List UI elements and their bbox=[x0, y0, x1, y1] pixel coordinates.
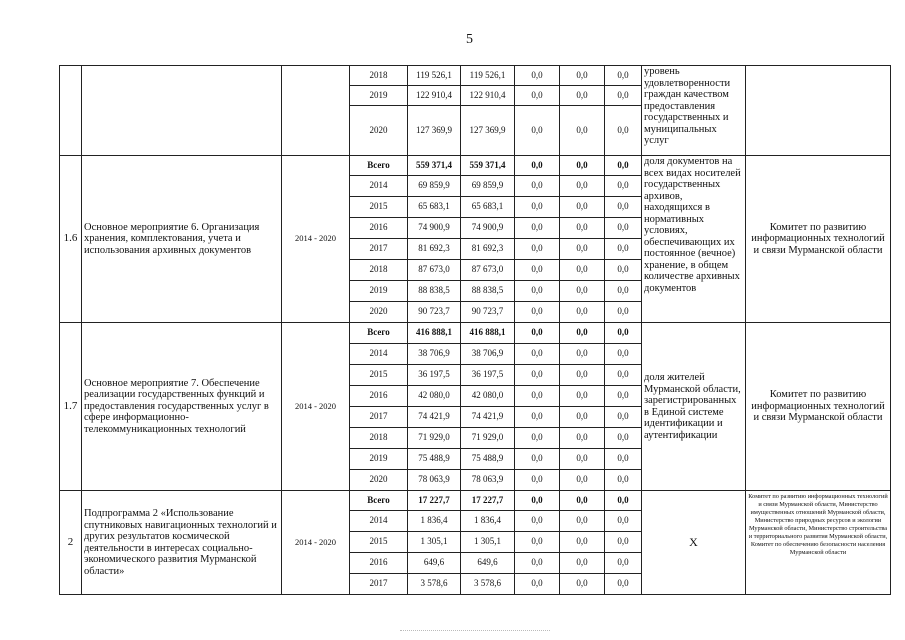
federal-budget-cell: 0,0 bbox=[515, 407, 560, 428]
measure-name: Основное мероприятие 7. Обеспечение реализации государственных функций и предоставления государственных услуг в сфере информационно-телекоммуникационных технологий bbox=[82, 323, 282, 491]
year-cell: 2016 bbox=[350, 218, 408, 239]
executor bbox=[746, 66, 891, 156]
other-sources-cell: 0,0 bbox=[605, 156, 642, 176]
federal-budget-cell: 0,0 bbox=[515, 553, 560, 574]
federal-budget-cell: 0,0 bbox=[515, 281, 560, 302]
indicator: доля документов на всех видах носителей государственных архивов, находящихся в нормативных условиях, обеспечивающих их постоянное (вечное) хранение, в общем количестве архивных документов bbox=[642, 156, 746, 323]
total-cell: 71 929,0 bbox=[408, 428, 461, 449]
total-cell: 38 706,9 bbox=[408, 344, 461, 365]
other-sources-cell: 0,0 bbox=[605, 86, 642, 106]
total-cell: 88 838,5 bbox=[408, 281, 461, 302]
local-budget-cell: 0,0 bbox=[560, 344, 605, 365]
regional-budget-cell: 74 900,9 bbox=[461, 218, 515, 239]
measure-name bbox=[82, 66, 282, 156]
other-sources-cell: 0,0 bbox=[605, 323, 642, 344]
local-budget-cell: 0,0 bbox=[560, 156, 605, 176]
total-cell: 127 369,9 bbox=[408, 106, 461, 156]
year-cell: 2020 bbox=[350, 106, 408, 156]
table-row bbox=[60, 156, 891, 176]
local-budget-cell: 0,0 bbox=[560, 532, 605, 553]
other-sources-cell: 0,0 bbox=[605, 66, 642, 86]
total-cell: 69 859,9 bbox=[408, 176, 461, 197]
local-budget-cell: 0,0 bbox=[560, 323, 605, 344]
other-sources-cell: 0,0 bbox=[605, 449, 642, 470]
total-cell: 90 723,7 bbox=[408, 302, 461, 323]
year-cell: 2017 bbox=[350, 239, 408, 260]
table-row bbox=[60, 491, 891, 511]
year-cell: 2018 bbox=[350, 66, 408, 86]
federal-budget-cell: 0,0 bbox=[515, 449, 560, 470]
regional-budget-cell: 74 421,9 bbox=[461, 407, 515, 428]
total-cell: 122 910,4 bbox=[408, 86, 461, 106]
regional-budget-cell: 88 838,5 bbox=[461, 281, 515, 302]
federal-budget-cell: 0,0 bbox=[515, 239, 560, 260]
year-cell: 2020 bbox=[350, 470, 408, 491]
federal-budget-cell: 0,0 bbox=[515, 197, 560, 218]
year-cell: 2014 bbox=[350, 176, 408, 197]
local-budget-cell: 0,0 bbox=[560, 365, 605, 386]
local-budget-cell: 0,0 bbox=[560, 66, 605, 86]
year-cell: 2020 bbox=[350, 302, 408, 323]
year-cell: 2015 bbox=[350, 197, 408, 218]
other-sources-cell: 0,0 bbox=[605, 386, 642, 407]
total-cell: 416 888,1 bbox=[408, 323, 461, 344]
federal-budget-cell: 0,0 bbox=[515, 156, 560, 176]
other-sources-cell: 0,0 bbox=[605, 365, 642, 386]
regional-budget-cell: 81 692,3 bbox=[461, 239, 515, 260]
executor: Комитет по развитию информационных технологий и связи Мурманской области bbox=[746, 156, 891, 323]
local-budget-cell: 0,0 bbox=[560, 449, 605, 470]
regional-budget-cell: 42 080,0 bbox=[461, 386, 515, 407]
other-sources-cell: 0,0 bbox=[605, 260, 642, 281]
local-budget-cell: 0,0 bbox=[560, 407, 605, 428]
total-cell: 74 421,9 bbox=[408, 407, 461, 428]
other-sources-cell: 0,0 bbox=[605, 428, 642, 449]
local-budget-cell: 0,0 bbox=[560, 386, 605, 407]
executor: Комитет по развитию информационных технологий и связи Мурманской области, Министерство имущественных отношений Мурманской области, Министерство природных ресурсов и экологии Мурманской области, Министерство строительства и территориального развития Мурманской области, Комитет по обеспечению безопасности населения Мурманской области bbox=[746, 491, 891, 595]
other-sources-cell: 0,0 bbox=[605, 553, 642, 574]
local-budget-cell: 0,0 bbox=[560, 86, 605, 106]
other-sources-cell: 0,0 bbox=[605, 574, 642, 595]
other-sources-cell: 0,0 bbox=[605, 491, 642, 511]
regional-budget-cell: 3 578,6 bbox=[461, 574, 515, 595]
regional-budget-cell: 1 305,1 bbox=[461, 532, 515, 553]
other-sources-cell: 0,0 bbox=[605, 302, 642, 323]
federal-budget-cell: 0,0 bbox=[515, 365, 560, 386]
regional-budget-cell: 65 683,1 bbox=[461, 197, 515, 218]
other-sources-cell: 0,0 bbox=[605, 511, 642, 532]
local-budget-cell: 0,0 bbox=[560, 218, 605, 239]
year-cell: 2018 bbox=[350, 260, 408, 281]
period: 2014 - 2020 bbox=[282, 491, 350, 595]
federal-budget-cell: 0,0 bbox=[515, 66, 560, 86]
federal-budget-cell: 0,0 bbox=[515, 106, 560, 156]
year-cell: 2016 bbox=[350, 386, 408, 407]
page-number: 5 bbox=[466, 32, 473, 47]
other-sources-cell: 0,0 bbox=[605, 281, 642, 302]
row-index bbox=[60, 66, 82, 156]
total-cell: 3 578,6 bbox=[408, 574, 461, 595]
local-budget-cell: 0,0 bbox=[560, 106, 605, 156]
federal-budget-cell: 0,0 bbox=[515, 86, 560, 106]
year-cell: 2017 bbox=[350, 574, 408, 595]
other-sources-cell: 0,0 bbox=[605, 106, 642, 156]
total-cell: 42 080,0 bbox=[408, 386, 461, 407]
year-cell: 2018 bbox=[350, 428, 408, 449]
total-cell: 36 197,5 bbox=[408, 365, 461, 386]
regional-budget-cell: 122 910,4 bbox=[461, 86, 515, 106]
federal-budget-cell: 0,0 bbox=[515, 323, 560, 344]
local-budget-cell: 0,0 bbox=[560, 491, 605, 511]
regional-budget-cell: 1 836,4 bbox=[461, 511, 515, 532]
year-cell: 2014 bbox=[350, 344, 408, 365]
year-cell: 2019 bbox=[350, 449, 408, 470]
other-sources-cell: 0,0 bbox=[605, 407, 642, 428]
indicator: доля жителей Мурманской области, зарегистрированных в Единой системе идентификации и аутентификации bbox=[642, 323, 746, 491]
year-cell: 2016 bbox=[350, 553, 408, 574]
local-budget-cell: 0,0 bbox=[560, 260, 605, 281]
local-budget-cell: 0,0 bbox=[560, 511, 605, 532]
local-budget-cell: 0,0 bbox=[560, 574, 605, 595]
federal-budget-cell: 0,0 bbox=[515, 260, 560, 281]
year-cell: 2014 bbox=[350, 511, 408, 532]
year-cell: 2017 bbox=[350, 407, 408, 428]
total-cell: 1 305,1 bbox=[408, 532, 461, 553]
period: 2014 - 2020 bbox=[282, 323, 350, 491]
local-budget-cell: 0,0 bbox=[560, 239, 605, 260]
federal-budget-cell: 0,0 bbox=[515, 176, 560, 197]
federal-budget-cell: 0,0 bbox=[515, 344, 560, 365]
total-cell: 17 227,7 bbox=[408, 491, 461, 511]
table-row bbox=[60, 66, 891, 86]
regional-budget-cell: 17 227,7 bbox=[461, 491, 515, 511]
row-index: 1.7 bbox=[60, 323, 82, 491]
total-cell: 1 836,4 bbox=[408, 511, 461, 532]
measure-name: Основное мероприятие 6. Организация хранения, комплектования, учета и использования архивных документов bbox=[82, 156, 282, 323]
regional-budget-cell: 38 706,9 bbox=[461, 344, 515, 365]
federal-budget-cell: 0,0 bbox=[515, 574, 560, 595]
executor: Комитет по развитию информационных технологий и связи Мурманской области bbox=[746, 323, 891, 491]
federal-budget-cell: 0,0 bbox=[515, 218, 560, 239]
regional-budget-cell: 69 859,9 bbox=[461, 176, 515, 197]
scan-artifact bbox=[400, 630, 550, 635]
regional-budget-cell: 649,6 bbox=[461, 553, 515, 574]
other-sources-cell: 0,0 bbox=[605, 218, 642, 239]
other-sources-cell: 0,0 bbox=[605, 239, 642, 260]
total-cell: 74 900,9 bbox=[408, 218, 461, 239]
total-cell: 119 526,1 bbox=[408, 66, 461, 86]
regional-budget-cell: 36 197,5 bbox=[461, 365, 515, 386]
federal-budget-cell: 0,0 bbox=[515, 470, 560, 491]
other-sources-cell: 0,0 bbox=[605, 344, 642, 365]
local-budget-cell: 0,0 bbox=[560, 553, 605, 574]
period: 2014 - 2020 bbox=[282, 156, 350, 323]
total-cell: 75 488,9 bbox=[408, 449, 461, 470]
year-cell: 2015 bbox=[350, 365, 408, 386]
indicator: уровень удовлетворенности граждан качеством предоставления государственных и муниципальных услуг bbox=[642, 66, 746, 156]
year-cell: Всего bbox=[350, 491, 408, 511]
year-cell: 2019 bbox=[350, 281, 408, 302]
other-sources-cell: 0,0 bbox=[605, 470, 642, 491]
regional-budget-cell: 127 369,9 bbox=[461, 106, 515, 156]
table-body bbox=[60, 66, 891, 595]
total-cell: 78 063,9 bbox=[408, 470, 461, 491]
local-budget-cell: 0,0 bbox=[560, 302, 605, 323]
federal-budget-cell: 0,0 bbox=[515, 491, 560, 511]
total-cell: 87 673,0 bbox=[408, 260, 461, 281]
regional-budget-cell: 119 526,1 bbox=[461, 66, 515, 86]
local-budget-cell: 0,0 bbox=[560, 428, 605, 449]
local-budget-cell: 0,0 bbox=[560, 470, 605, 491]
regional-budget-cell: 75 488,9 bbox=[461, 449, 515, 470]
federal-budget-cell: 0,0 bbox=[515, 532, 560, 553]
regional-budget-cell: 90 723,7 bbox=[461, 302, 515, 323]
local-budget-cell: 0,0 bbox=[560, 197, 605, 218]
regional-budget-cell: 78 063,9 bbox=[461, 470, 515, 491]
federal-budget-cell: 0,0 bbox=[515, 302, 560, 323]
federal-budget-cell: 0,0 bbox=[515, 428, 560, 449]
year-cell: Всего bbox=[350, 156, 408, 176]
year-cell: 2015 bbox=[350, 532, 408, 553]
row-index: 1.6 bbox=[60, 156, 82, 323]
row-index: 2 bbox=[60, 491, 82, 595]
total-cell: 65 683,1 bbox=[408, 197, 461, 218]
year-cell: Всего bbox=[350, 323, 408, 344]
regional-budget-cell: 559 371,4 bbox=[461, 156, 515, 176]
local-budget-cell: 0,0 bbox=[560, 281, 605, 302]
year-cell: 2019 bbox=[350, 86, 408, 106]
regional-budget-cell: 71 929,0 bbox=[461, 428, 515, 449]
total-cell: 559 371,4 bbox=[408, 156, 461, 176]
federal-budget-cell: 0,0 bbox=[515, 511, 560, 532]
budget-table bbox=[59, 65, 891, 595]
regional-budget-cell: 416 888,1 bbox=[461, 323, 515, 344]
measure-name: Подпрограмма 2 «Использование спутниковых навигационных технологий и других результатов космической деятельности в интересах социально-экономического развития Мурманской области» bbox=[82, 491, 282, 595]
period bbox=[282, 66, 350, 156]
total-cell: 649,6 bbox=[408, 553, 461, 574]
indicator: X bbox=[642, 491, 746, 595]
total-cell: 81 692,3 bbox=[408, 239, 461, 260]
other-sources-cell: 0,0 bbox=[605, 176, 642, 197]
local-budget-cell: 0,0 bbox=[560, 176, 605, 197]
federal-budget-cell: 0,0 bbox=[515, 386, 560, 407]
other-sources-cell: 0,0 bbox=[605, 197, 642, 218]
regional-budget-cell: 87 673,0 bbox=[461, 260, 515, 281]
other-sources-cell: 0,0 bbox=[605, 532, 642, 553]
table-row bbox=[60, 323, 891, 344]
